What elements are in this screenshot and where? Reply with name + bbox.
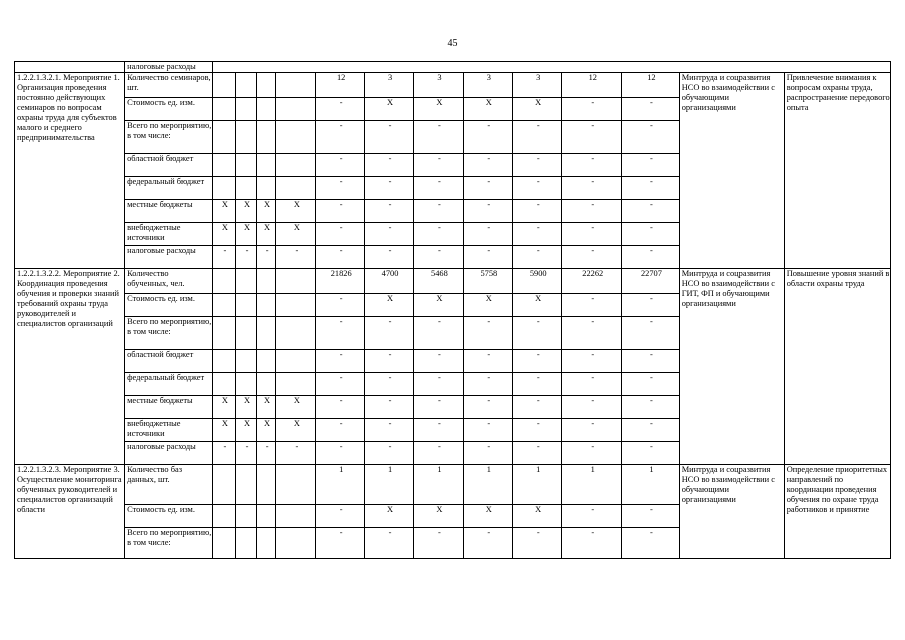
value-cell: 3 — [414, 73, 463, 98]
mark-cell: - — [212, 442, 236, 465]
value-cell: - — [463, 246, 512, 269]
value-cell: - — [622, 396, 680, 419]
indicator-label: Стоимость ед. изм. — [125, 294, 212, 317]
value-cell: - — [414, 350, 463, 373]
value-cell: - — [513, 177, 562, 200]
indicator-label: Всего по мероприятию, в том числе: — [125, 121, 212, 154]
value-cell: - — [622, 98, 680, 121]
indicator-label: Количество баз данных, шт. — [125, 465, 212, 505]
value-cell: - — [562, 223, 622, 246]
value-cell: - — [316, 294, 364, 317]
mark-cell: X — [256, 419, 276, 442]
value-cell: 1 — [364, 465, 413, 505]
mark-cell — [276, 465, 316, 505]
value-cell: - — [562, 154, 622, 177]
value-cell: - — [463, 442, 512, 465]
value-cell: - — [414, 200, 463, 223]
indicator-label: внебюджетные источники — [125, 223, 212, 246]
value-cell: - — [622, 223, 680, 246]
mark-cell: - — [212, 246, 236, 269]
mark-cell — [256, 294, 276, 317]
value-cell: - — [414, 419, 463, 442]
value-cell: X — [364, 294, 413, 317]
indicator-label: Количество семинаров, шт. — [125, 73, 212, 98]
value-cell: - — [513, 154, 562, 177]
value-cell: - — [316, 442, 364, 465]
value-cell: - — [316, 121, 364, 154]
continuation-empty-cell — [15, 62, 125, 73]
value-cell: - — [364, 373, 413, 396]
value-cell: - — [364, 200, 413, 223]
value-cell: - — [622, 317, 680, 350]
value-cell: 3 — [513, 73, 562, 98]
mark-cell — [276, 528, 316, 559]
value-cell: 1 — [562, 465, 622, 505]
value-cell: - — [622, 528, 680, 559]
indicator-label: Количество обученных, чел. — [125, 269, 212, 294]
value-cell: - — [622, 350, 680, 373]
indicator-label: федеральный бюджет — [125, 177, 212, 200]
value-cell: - — [414, 442, 463, 465]
value-cell: - — [364, 442, 413, 465]
mark-cell — [256, 73, 276, 98]
mark-cell — [236, 373, 257, 396]
value-cell: - — [316, 505, 364, 528]
value-cell: - — [414, 317, 463, 350]
mark-cell — [256, 177, 276, 200]
continuation-empty-cell — [212, 62, 890, 73]
mark-cell — [236, 528, 257, 559]
value-cell: - — [414, 246, 463, 269]
executor-cell: Минтруда и соцразвития НСО во взаимодействии с ГИТ, ФП и обучающими организациями — [679, 269, 784, 465]
mark-cell: - — [276, 442, 316, 465]
value-cell: - — [562, 200, 622, 223]
mark-cell — [212, 528, 236, 559]
value-cell: - — [513, 396, 562, 419]
value-cell: - — [562, 246, 622, 269]
value-cell: - — [463, 528, 512, 559]
indicator-label: Всего по мероприятию, в том числе: — [125, 317, 212, 350]
mark-cell — [212, 121, 236, 154]
value-cell: 5468 — [414, 269, 463, 294]
value-cell: X — [513, 98, 562, 121]
mark-cell — [276, 294, 316, 317]
result-cell: Определение приоритетных направлений по координации проведения обучения по охране труда работников и принятие — [784, 465, 890, 559]
mark-cell — [212, 317, 236, 350]
value-cell: - — [562, 98, 622, 121]
mark-cell: - — [276, 246, 316, 269]
value-cell: - — [364, 154, 413, 177]
value-cell: 3 — [364, 73, 413, 98]
mark-cell — [236, 98, 257, 121]
value-cell: - — [463, 373, 512, 396]
value-cell: 12 — [622, 73, 680, 98]
mark-cell — [212, 505, 236, 528]
mark-cell — [256, 373, 276, 396]
value-cell: X — [463, 505, 512, 528]
mark-cell — [236, 294, 257, 317]
value-cell: 22262 — [562, 269, 622, 294]
mark-cell — [276, 317, 316, 350]
value-cell: - — [513, 442, 562, 465]
mark-cell: X — [212, 419, 236, 442]
value-cell: - — [562, 396, 622, 419]
value-cell: - — [364, 246, 413, 269]
value-cell: - — [463, 177, 512, 200]
value-cell: - — [316, 396, 364, 419]
indicator-label: Стоимость ед. изм. — [125, 98, 212, 121]
mark-cell — [256, 98, 276, 121]
activity-code-cell: 1.2.2.1.3.2.2. Мероприятие 2. Координация проведения обучения и проверки знаний требований охраны труда руководителей и специалистов организаций — [15, 269, 125, 465]
value-cell: 21826 — [316, 269, 364, 294]
value-cell: - — [562, 350, 622, 373]
value-cell: 3 — [463, 73, 512, 98]
mark-cell — [256, 465, 276, 505]
activity-code-cell: 1.2.2.1.3.2.1. Мероприятие 1. Организация проведения постоянно действующих семинаров по вопросам охраны труда для субъектов малого и среднего предпринимательства — [15, 73, 125, 269]
value-cell: - — [463, 223, 512, 246]
mark-cell: X — [256, 396, 276, 419]
value-cell: - — [463, 396, 512, 419]
value-cell: - — [463, 317, 512, 350]
mark-cell — [256, 269, 276, 294]
indicator-label: Стоимость ед. изм. — [125, 505, 212, 528]
indicator-label: Всего по мероприятию, в том числе: — [125, 528, 212, 559]
mark-cell — [236, 121, 257, 154]
value-cell: - — [622, 505, 680, 528]
value-cell: X — [463, 294, 512, 317]
value-cell: - — [562, 317, 622, 350]
value-cell: 5900 — [513, 269, 562, 294]
value-cell: - — [463, 350, 512, 373]
mark-cell — [256, 505, 276, 528]
indicator-label: федеральный бюджет — [125, 373, 212, 396]
mark-cell — [212, 465, 236, 505]
executor-cell: Минтруда и соцразвития НСО во взаимодействии с обучающими организациями — [679, 465, 784, 559]
value-cell: - — [414, 396, 463, 419]
mark-cell — [276, 121, 316, 154]
value-cell: - — [562, 505, 622, 528]
value-cell: - — [316, 317, 364, 350]
value-cell: 5758 — [463, 269, 512, 294]
value-cell: - — [316, 246, 364, 269]
value-cell: 12 — [562, 73, 622, 98]
value-cell: - — [513, 317, 562, 350]
mark-cell — [212, 350, 236, 373]
mark-cell — [236, 505, 257, 528]
mark-cell — [236, 465, 257, 505]
value-cell: - — [364, 177, 413, 200]
value-cell: - — [414, 154, 463, 177]
mark-cell: X — [276, 200, 316, 223]
mark-cell — [256, 528, 276, 559]
value-cell: - — [513, 121, 562, 154]
mark-cell — [276, 154, 316, 177]
value-cell: - — [414, 121, 463, 154]
value-cell: - — [414, 373, 463, 396]
mark-cell — [276, 177, 316, 200]
value-cell: 1 — [622, 465, 680, 505]
mark-cell — [256, 121, 276, 154]
value-cell: - — [513, 350, 562, 373]
value-cell: - — [364, 121, 413, 154]
value-cell: - — [414, 223, 463, 246]
value-cell: - — [364, 419, 413, 442]
value-cell: - — [316, 223, 364, 246]
value-cell: - — [622, 294, 680, 317]
value-cell: X — [414, 505, 463, 528]
value-cell: X — [414, 294, 463, 317]
table-row — [15, 465, 891, 505]
value-cell: - — [513, 528, 562, 559]
value-cell: - — [622, 154, 680, 177]
value-cell: - — [622, 442, 680, 465]
result-cell: Повышение уровня знаний в области охраны труда — [784, 269, 890, 465]
mark-cell — [212, 98, 236, 121]
value-cell: X — [513, 294, 562, 317]
page-number: 45 — [447, 38, 458, 49]
value-cell: - — [562, 294, 622, 317]
value-cell: - — [513, 419, 562, 442]
value-cell: - — [622, 177, 680, 200]
value-cell: - — [562, 528, 622, 559]
mark-cell: X — [256, 200, 276, 223]
value-cell: - — [364, 528, 413, 559]
mark-cell — [256, 317, 276, 350]
mark-cell — [276, 73, 316, 98]
value-cell: - — [463, 121, 512, 154]
value-cell: - — [622, 373, 680, 396]
value-cell: - — [622, 200, 680, 223]
value-cell: - — [364, 223, 413, 246]
mark-cell — [236, 73, 257, 98]
value-cell: - — [316, 373, 364, 396]
mark-cell: X — [236, 200, 257, 223]
activity-code-cell: 1.2.2.1.3.2.3. Мероприятие 3. Осуществление мониторинга обученных руководителей и специалистов организаций области — [15, 465, 125, 559]
value-cell: - — [622, 121, 680, 154]
value-cell: - — [463, 419, 512, 442]
mark-cell: X — [236, 396, 257, 419]
value-cell: X — [364, 505, 413, 528]
mark-cell: X — [276, 223, 316, 246]
mark-cell — [236, 317, 257, 350]
mark-cell: X — [212, 223, 236, 246]
indicator-label: налоговые расходы — [125, 442, 212, 465]
result-cell: Привлечение внимания к вопросам охраны труда, распространение передового опыта — [784, 73, 890, 269]
mark-cell — [276, 373, 316, 396]
mark-cell — [276, 269, 316, 294]
mark-cell — [236, 269, 257, 294]
value-cell: - — [463, 154, 512, 177]
value-cell: - — [316, 200, 364, 223]
indicator-label: внебюджетные источники — [125, 419, 212, 442]
value-cell: 4700 — [364, 269, 413, 294]
value-cell: - — [316, 154, 364, 177]
value-cell: - — [513, 200, 562, 223]
value-cell: - — [316, 98, 364, 121]
indicator-label: областной бюджет — [125, 154, 212, 177]
mark-cell: X — [276, 419, 316, 442]
value-cell: 12 — [316, 73, 364, 98]
value-cell: - — [316, 528, 364, 559]
value-cell: - — [562, 419, 622, 442]
mark-cell — [236, 177, 257, 200]
continuation-row — [15, 62, 891, 73]
value-cell: - — [562, 373, 622, 396]
value-cell: 1 — [463, 465, 512, 505]
mark-cell: X — [212, 396, 236, 419]
mark-cell — [236, 154, 257, 177]
mark-cell — [256, 350, 276, 373]
mark-cell — [212, 373, 236, 396]
value-cell: - — [562, 121, 622, 154]
mark-cell: X — [236, 223, 257, 246]
mark-cell — [276, 350, 316, 373]
value-cell: - — [513, 373, 562, 396]
value-cell: - — [316, 177, 364, 200]
indicator-label: налоговые расходы — [125, 246, 212, 269]
value-cell: - — [364, 350, 413, 373]
value-cell: - — [414, 177, 463, 200]
value-cell: X — [513, 505, 562, 528]
value-cell: - — [316, 419, 364, 442]
table-row — [15, 269, 891, 294]
mark-cell — [212, 177, 236, 200]
value-cell: - — [622, 419, 680, 442]
value-cell: X — [463, 98, 512, 121]
mark-cell — [276, 505, 316, 528]
value-cell: - — [364, 317, 413, 350]
indicator-label: местные бюджеты — [125, 396, 212, 419]
value-cell: - — [513, 223, 562, 246]
program-table — [14, 61, 891, 559]
mark-cell — [212, 294, 236, 317]
indicator-label: областной бюджет — [125, 350, 212, 373]
value-cell: X — [414, 98, 463, 121]
mark-cell — [236, 350, 257, 373]
value-cell: X — [364, 98, 413, 121]
mark-cell: - — [256, 442, 276, 465]
value-cell: - — [513, 246, 562, 269]
value-cell: 22707 — [622, 269, 680, 294]
value-cell: - — [463, 200, 512, 223]
value-cell: 1 — [316, 465, 364, 505]
mark-cell: X — [212, 200, 236, 223]
mark-cell — [212, 73, 236, 98]
mark-cell: - — [256, 246, 276, 269]
mark-cell — [212, 154, 236, 177]
value-cell: - — [622, 246, 680, 269]
mark-cell: - — [236, 246, 257, 269]
table-body — [15, 62, 891, 559]
executor-cell: Минтруда и соцразвития НСО во взаимодействии с обучающими организациями — [679, 73, 784, 269]
value-cell: - — [414, 528, 463, 559]
continuation-label: налоговые расходы — [125, 62, 212, 73]
mark-cell — [256, 154, 276, 177]
mark-cell: X — [236, 419, 257, 442]
table-row — [15, 73, 891, 98]
mark-cell: X — [256, 223, 276, 246]
value-cell: - — [316, 350, 364, 373]
value-cell: - — [562, 177, 622, 200]
value-cell: - — [364, 396, 413, 419]
mark-cell: - — [236, 442, 257, 465]
value-cell: 1 — [414, 465, 463, 505]
value-cell: 1 — [513, 465, 562, 505]
mark-cell — [212, 269, 236, 294]
indicator-label: местные бюджеты — [125, 200, 212, 223]
mark-cell — [276, 98, 316, 121]
mark-cell: X — [276, 396, 316, 419]
value-cell: - — [562, 442, 622, 465]
